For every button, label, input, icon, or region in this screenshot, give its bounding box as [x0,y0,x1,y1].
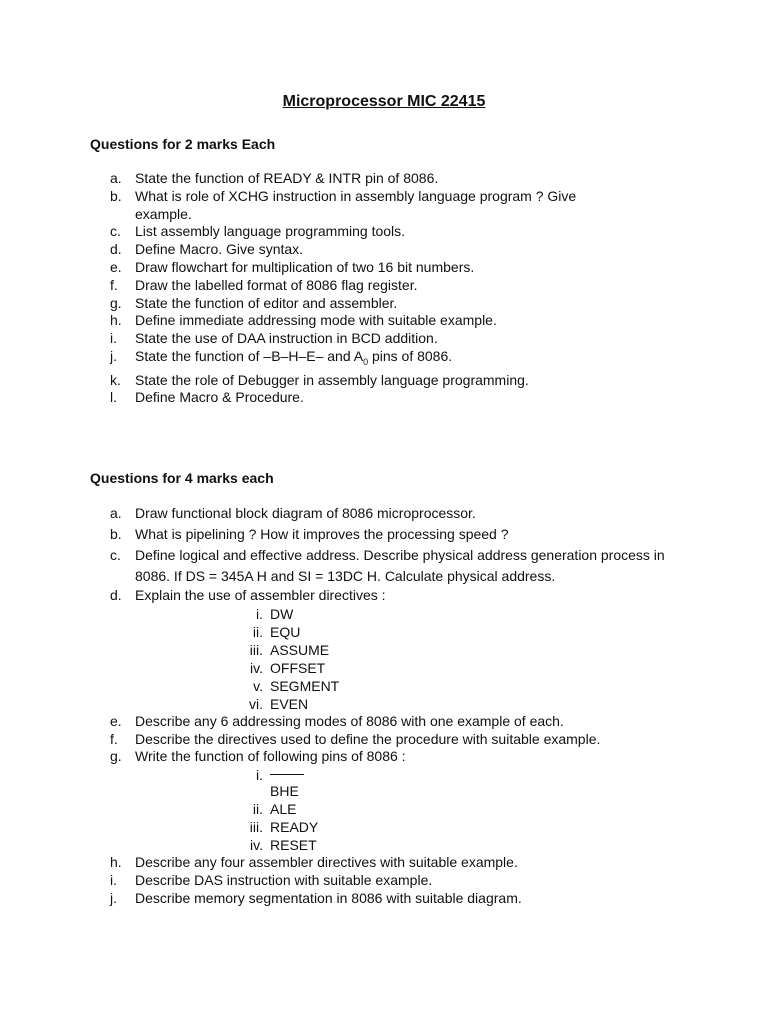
question-text: Define immediate addressing mode with suitable example. [135,312,497,329]
question-text: Describe DAS instruction with suitable example. [135,871,433,888]
section-heading-4-marks: Questions for 4 marks each [90,470,274,486]
item-marker: l. [110,389,117,406]
item-marker: k. [110,371,121,388]
list-item [90,545,675,587]
overline [270,774,304,775]
sub-item-marker: iv. [250,837,263,854]
sub-list-item [135,818,690,836]
sub-list-item [135,766,690,800]
sub-item-text: BHE [270,783,299,800]
question-text: Describe any 6 addressing modes of 8086 with one example of each. [135,712,564,729]
list-item [90,524,690,545]
sub-list-item [135,641,690,659]
question-text: State the function of READY & INTR pin of 8086. [135,170,439,186]
list-item [90,890,690,908]
sub-item-marker: iv. [250,659,263,676]
sub-item-marker: i. [256,605,263,622]
item-marker: d. [110,241,122,258]
question-text: Define Macro. Give syntax. [135,241,304,258]
question-text: Draw flowchart for multiplication of two 16 bit numbers. [135,258,475,275]
sub-item-marker: ii. [252,623,263,640]
question-text: Explain the use of assembler directives : [135,587,386,603]
question-text: State the function of editor and assembler. [135,294,398,311]
item-marker: e. [110,712,122,729]
list-item [90,170,690,188]
sub-item-marker: ii. [252,801,263,818]
question-list-4-marks [90,503,690,908]
sub-list-item [135,623,690,641]
sub-list-item [135,695,690,713]
sub-item-text: OFFSET [270,659,326,676]
item-marker: h. [110,854,122,871]
subscript: 0 [363,356,369,367]
sub-item-marker: vi. [249,695,263,712]
list-item [90,223,690,241]
list-item [90,731,690,749]
sub-list [135,605,690,713]
item-marker: c. [110,547,121,563]
list-item [90,748,690,854]
question-text: Define Macro & Procedure. [135,389,304,406]
sub-item-text: DW [270,605,294,622]
item-marker: f. [110,730,118,747]
question-text: Draw functional block diagram of 8086 microprocessor. [135,505,476,521]
item-marker: j. [110,889,117,906]
list-item [90,503,690,524]
sub-item-text: ALE [270,801,297,818]
question-text: What is pipelining ? How it improves the processing speed ? [135,526,509,542]
question-text: Describe the directives used to define the procedure with suitable example. [135,730,601,747]
sub-list [135,766,690,854]
item-marker: g. [110,748,122,765]
list-item [90,312,690,330]
question-text: List assembly language programming tools. [135,223,406,240]
list-item [90,295,690,313]
item-marker: j. [110,347,117,364]
list-item [90,188,625,224]
section-heading-2-marks: Questions for 2 marks Each [90,136,276,152]
sub-item-text: ASSUME [270,641,330,658]
sub-item-marker: i. [256,767,263,784]
bhe-overlined [270,766,299,800]
item-marker: d. [110,587,122,603]
sub-item-marker: iii. [249,819,263,836]
question-text: Describe memory segmentation in 8086 with suitable diagram. [135,889,522,906]
sub-list-item [135,605,690,623]
item-marker: g. [110,294,122,311]
item-marker: f. [110,276,118,293]
question-text: State the function of –B–H–E– and A [135,347,364,364]
sub-item-marker: v. [253,677,263,694]
list-item [90,330,690,348]
item-marker: a. [110,170,122,186]
sub-item-marker: iii. [249,641,263,658]
list-item [90,277,690,295]
sub-list-item [135,659,690,677]
sub-item-text: READY [270,819,319,836]
list-item [90,872,690,890]
question-text-tail: pins of 8086. [368,347,453,364]
question-text: What is role of XCHG instruction in assembly language program ? Give example. [135,187,577,222]
sub-list-item [135,800,690,818]
item-marker: b. [110,526,122,542]
list-item [90,372,690,390]
item-marker: e. [110,258,122,275]
question-text: Define logical and effective address. Describe physical address generation process in 8086. If DS = 345A H and SI = 13DC H. Calculate physical address. [135,547,665,584]
item-marker: c. [110,223,121,240]
question-text: Describe any four assembler directives with suitable example. [135,854,518,871]
sub-item-text: RESET [270,837,317,854]
list-item [90,241,690,259]
list-item [90,713,690,731]
list-item [90,348,690,372]
sub-item-text: EQU [270,623,301,640]
list-item [90,854,690,872]
question-text: State the use of DAA instruction in BCD addition. [135,330,438,347]
sub-list-item [135,677,690,695]
sub-list-item [135,836,690,854]
item-marker: a. [110,505,122,521]
list-item [90,389,690,407]
question-text: Draw the labelled format of 8086 flag register. [135,276,418,293]
sub-item-text: SEGMENT [270,677,340,694]
item-marker: i. [110,330,117,347]
question-text: State the role of Debugger in assembly language programming. [135,371,529,388]
list-item [90,587,690,713]
list-item [90,259,690,277]
question-list-2-marks [90,170,690,407]
page-title: Microprocessor MIC 22415 [282,93,486,110]
sub-item-text: EVEN [270,695,309,712]
item-marker: h. [110,312,122,329]
question-text: Write the function of following pins of 8086 : [135,748,406,765]
item-marker: b. [110,187,122,204]
item-marker: i. [110,871,117,888]
